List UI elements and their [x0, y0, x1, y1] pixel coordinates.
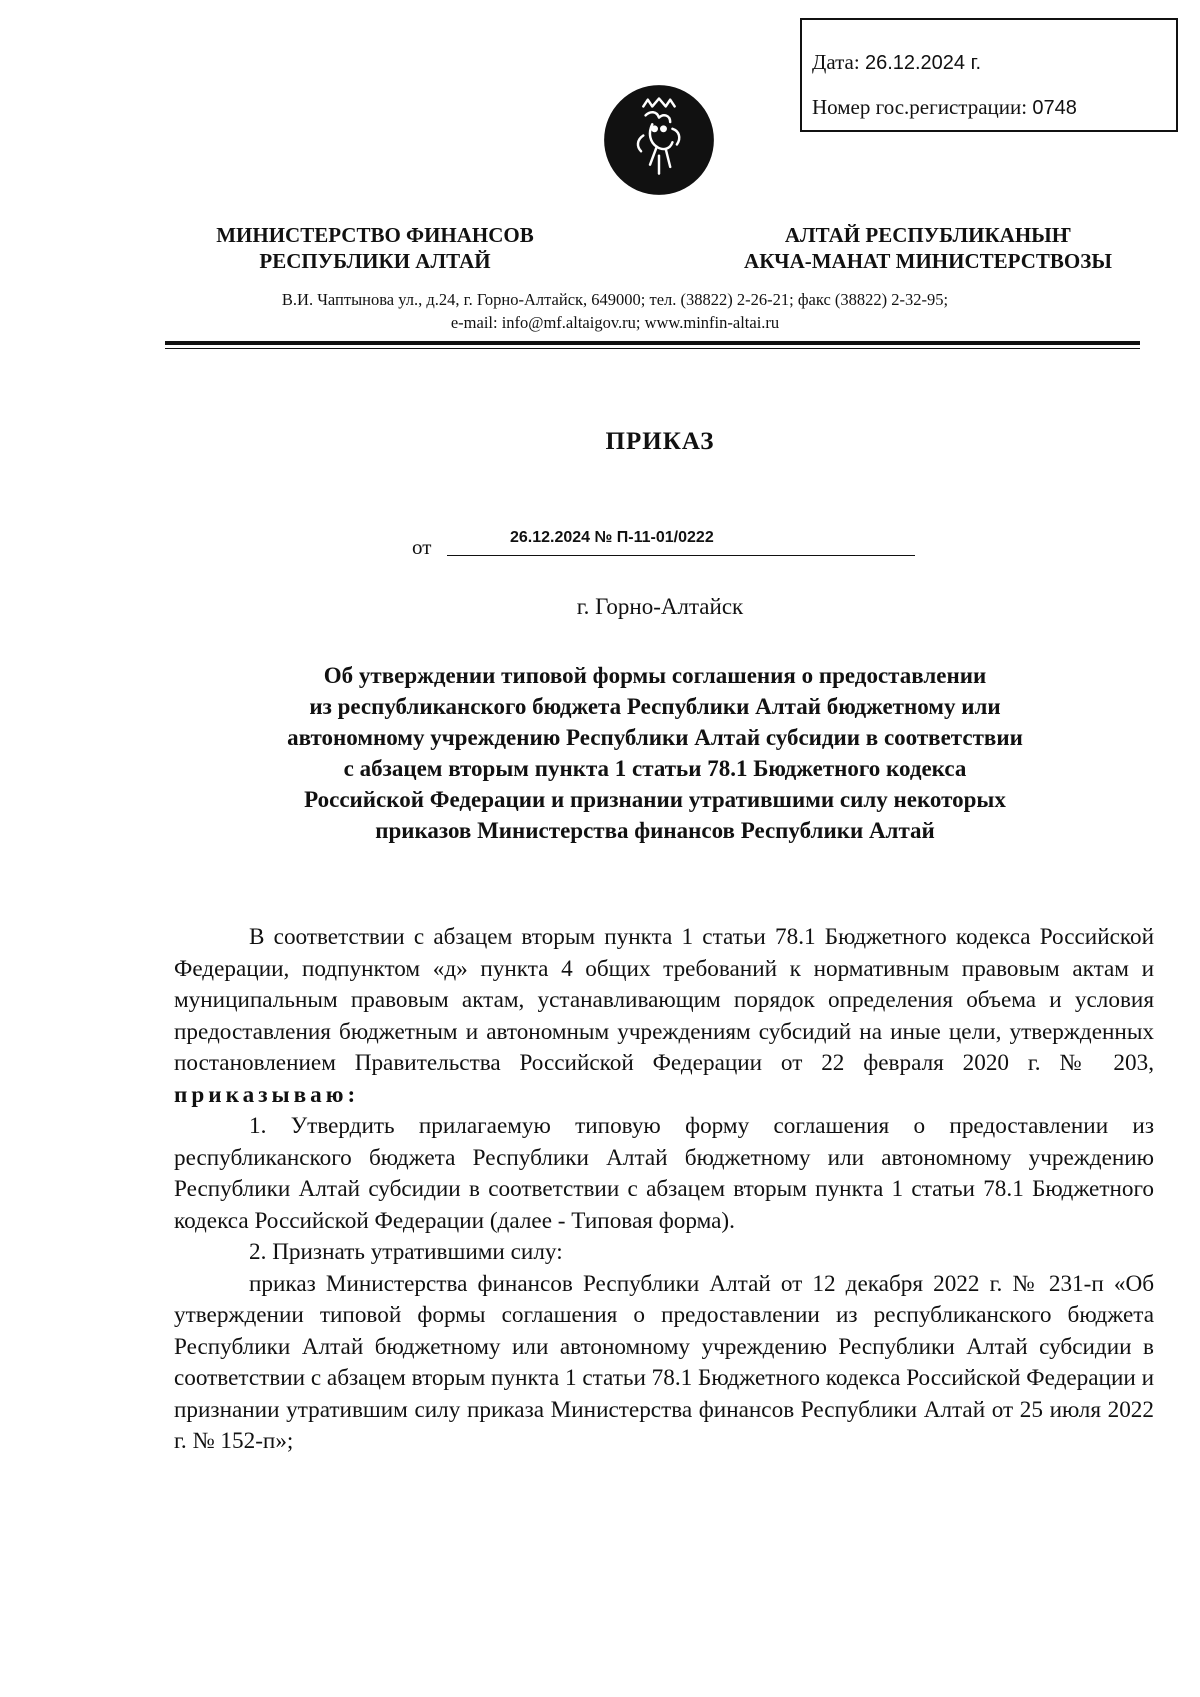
directive-word: приказываю:: [174, 1081, 360, 1108]
preamble-text: В соответствии с абзацем вторым пункта 1 статьи 78.1 Бюджетного кодекса Российской Федерации, подпунктом «д» пункта 4 общих требований к нормативным правовым актам и муниципальным правовым актам, устанавливающим порядок определения объема и условия предоставления бюджетным и автономным учреждениям субсидий на иные цели, утвержденных постановлением Правительства Российской Федерации от 22 февраля 2020 г. № 203,: [174, 924, 1154, 1076]
document-title-line: из республиканского бюджета Республики Алтай бюджетному или: [309, 694, 1001, 719]
body-paragraph-3: приказ Министерства финансов Республики Алтай от 12 декабря 2022 г. № 231-п «Об утверждении типовой формы соглашения о предоставлении из республиканского бюджета Республики Алтай бюджетному или автономному учреждению Республики Алтай субсидии в соответствии с абзацем вторым пункта 1 статьи 78.1 Бюджетного кодекса Российской Федерации и признании утратившим силу приказа Министерства финансов Республики Алтай от 25 июля 2022 г. № 152-п»;: [174, 1270, 1154, 1454]
address-line: В.И. Чаптынова ул., д.24, г. Горно-Алтайск, 649000; тел. (38822) 2-26-21; факс (38822) 2-32-95;: [281, 290, 949, 309]
address-line: e-mail: info@mf.altaigov.ru; www.minfin-altai.ru: [450, 313, 780, 332]
body-paragraph-2: 2. Признать утратившими силу:: [249, 1239, 563, 1265]
org-name-line: РЕСПУБЛИКИ АЛТАЙ: [259, 249, 491, 273]
org-name-line: АКЧА-МАНАТ МИНИСТЕРСТВОЗЫ: [744, 249, 1112, 273]
stamp-reg-label: Номер гос.регистрации:: [812, 95, 1028, 119]
stamp-reg-line: [812, 85, 1176, 130]
stamp-date-label: Дата:: [812, 50, 860, 74]
order-date-underline: [447, 555, 915, 556]
coat-of-arms-icon: [603, 84, 715, 196]
registration-stamp: [800, 18, 1178, 132]
org-address: [150, 288, 1080, 334]
document-title-line: Российской Федерации и признании утратившими силу некоторых: [304, 787, 1006, 812]
stamp-date-line: [812, 40, 1176, 85]
document-body: [174, 922, 1154, 1458]
document-title-line: приказов Министерства финансов Республики Алтай: [375, 818, 935, 843]
org-name-altai: [728, 222, 1128, 274]
header-divider-thin: [165, 348, 1140, 349]
document-title-line: с абзацем вторым пункта 1 статьи 78.1 Бюджетного кодекса: [343, 756, 967, 781]
header-divider-thick: [165, 341, 1140, 345]
order-city: г. Горно-Алтайск: [576, 594, 744, 619]
document-title-line: Об утверждении типовой формы соглашения о предоставлении: [323, 663, 987, 688]
org-name-russian: [200, 222, 550, 274]
order-heading: ПРИКАЗ: [605, 428, 715, 455]
body-paragraph-1: 1. Утвердить прилагаемую типовую форму соглашения о предоставлении из республиканского бюджета Республики Алтай бюджетному или автономному учреждению Республики Алтай субсидии в соответствии с абзацем вторым пункта 1 статьи 78.1 Бюджетного кодекса Российской Федерации (далее - Типовая форма).: [174, 1113, 1154, 1234]
document-title: [190, 660, 1120, 846]
stamp-date-value: 26.12.2024 г.: [864, 52, 982, 74]
document-title-line: автономному учреждению Республики Алтай субсидии в соответствии: [287, 725, 1023, 750]
order-from-label: от: [412, 535, 432, 559]
org-name-line: МИНИСТЕРСТВО ФИНАНСОВ: [216, 223, 534, 247]
order-date-number: 26.12.2024 № П-11-01/0222: [510, 529, 714, 546]
org-name-line: АЛТАЙ РЕСПУБЛИКАНЫҤ: [784, 223, 1072, 247]
stamp-reg-value: 0748: [1032, 97, 1077, 119]
body-paragraph-preamble: [174, 922, 1154, 1111]
